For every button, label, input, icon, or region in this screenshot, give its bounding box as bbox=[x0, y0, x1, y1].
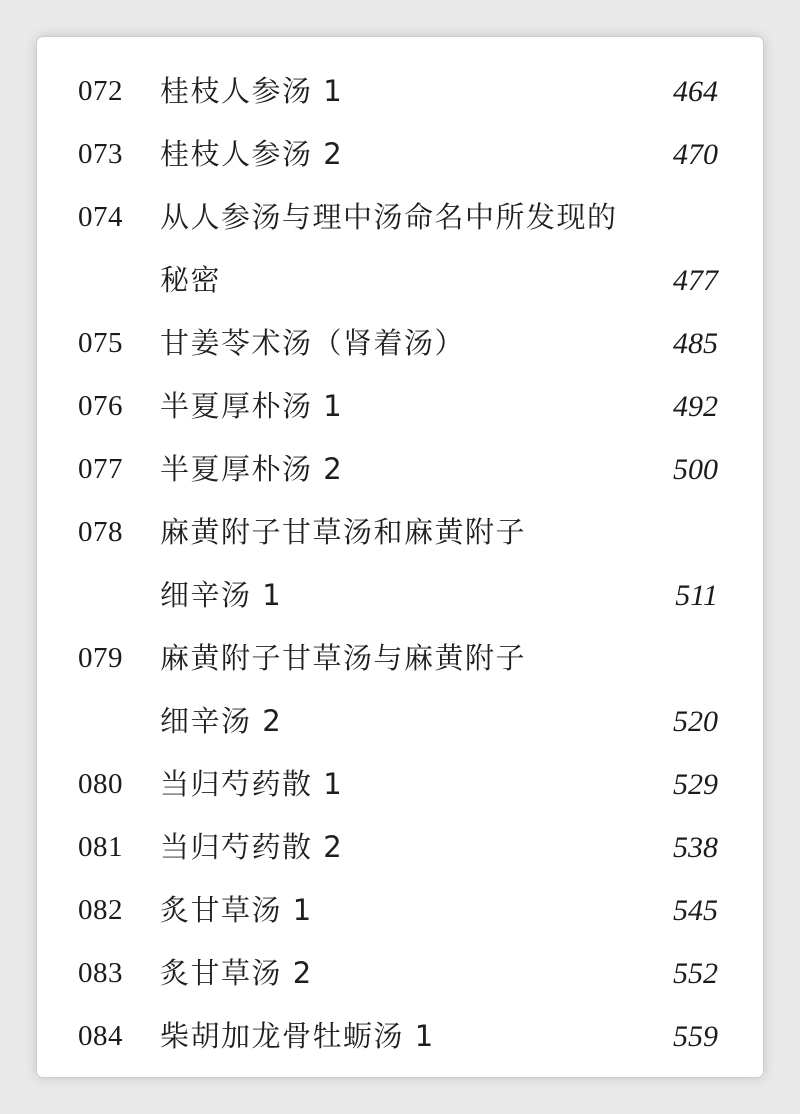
toc-line-continuation bbox=[37, 564, 763, 627]
toc-line bbox=[37, 186, 763, 249]
toc-entry-079[interactable] bbox=[37, 627, 763, 753]
toc-entry-080[interactable] bbox=[37, 753, 763, 816]
entry-title: 当归芍药散 2 bbox=[160, 830, 344, 864]
entry-page-number: 492 bbox=[673, 390, 718, 423]
toc-entry-081[interactable] bbox=[37, 816, 763, 879]
entry-page-number: 545 bbox=[673, 894, 718, 927]
entry-number: 077 bbox=[78, 453, 123, 485]
toc-entry-084[interactable] bbox=[37, 1005, 763, 1068]
entry-title: 炙甘草汤 2 bbox=[160, 956, 313, 990]
entry-number: 079 bbox=[78, 642, 123, 674]
entry-number: 081 bbox=[78, 831, 123, 863]
entry-number: 076 bbox=[78, 390, 123, 422]
entry-number: 084 bbox=[78, 1020, 123, 1052]
entry-title: 桂枝人参汤 2 bbox=[160, 137, 344, 171]
toc-line bbox=[37, 60, 763, 123]
entry-page-number: 559 bbox=[673, 1020, 718, 1053]
entry-title: 甘姜苓术汤（肾着汤） bbox=[160, 326, 466, 360]
entry-page-number: 552 bbox=[673, 957, 718, 990]
toc-page bbox=[37, 37, 763, 1077]
toc-entry-072[interactable] bbox=[37, 60, 763, 123]
entry-page-number: 511 bbox=[675, 579, 718, 612]
toc-line bbox=[37, 816, 763, 879]
entry-title-continuation: 细辛汤 2 bbox=[160, 704, 283, 738]
entry-title: 半夏厚朴汤 1 bbox=[160, 389, 344, 423]
entry-title: 半夏厚朴汤 2 bbox=[160, 452, 344, 486]
entry-title: 柴胡加龙骨牡蛎汤 1 bbox=[160, 1019, 435, 1053]
entry-page-number: 520 bbox=[673, 705, 718, 738]
toc-line-continuation bbox=[37, 690, 763, 753]
entry-title: 从人参汤与理中汤命名中所发现的 bbox=[160, 200, 618, 234]
toc-line bbox=[37, 501, 763, 564]
toc-entry-078[interactable] bbox=[37, 501, 763, 627]
toc-entry-077[interactable] bbox=[37, 438, 763, 501]
entry-number: 083 bbox=[78, 957, 123, 989]
entry-number: 075 bbox=[78, 327, 123, 359]
toc-line bbox=[37, 312, 763, 375]
entry-page-number: 485 bbox=[673, 327, 718, 360]
entry-page-number: 464 bbox=[673, 75, 718, 108]
entry-number: 072 bbox=[78, 75, 123, 107]
table-of-contents bbox=[37, 60, 763, 1068]
toc-line bbox=[37, 627, 763, 690]
toc-entry-074[interactable] bbox=[37, 186, 763, 312]
toc-entry-083[interactable] bbox=[37, 942, 763, 1005]
entry-number: 073 bbox=[78, 138, 123, 170]
entry-title: 麻黄附子甘草汤和麻黄附子 bbox=[160, 515, 527, 549]
entry-number: 082 bbox=[78, 894, 123, 926]
entry-page-number: 477 bbox=[673, 264, 718, 297]
toc-line bbox=[37, 375, 763, 438]
toc-entry-073[interactable] bbox=[37, 123, 763, 186]
entry-title-continuation: 秘密 bbox=[160, 263, 222, 297]
toc-line bbox=[37, 753, 763, 816]
entry-number: 080 bbox=[78, 768, 123, 800]
entry-page-number: 538 bbox=[673, 831, 718, 864]
toc-line bbox=[37, 1005, 763, 1068]
entry-title-continuation: 细辛汤 1 bbox=[160, 578, 283, 612]
entry-title: 当归芍药散 1 bbox=[160, 767, 344, 801]
toc-entry-082[interactable] bbox=[37, 879, 763, 942]
entry-title: 炙甘草汤 1 bbox=[160, 893, 313, 927]
toc-entry-075[interactable] bbox=[37, 312, 763, 375]
entry-title: 麻黄附子甘草汤与麻黄附子 bbox=[160, 641, 527, 675]
entry-page-number: 470 bbox=[673, 138, 718, 171]
entry-number: 078 bbox=[78, 516, 123, 548]
entry-number: 074 bbox=[78, 201, 123, 233]
toc-line-continuation bbox=[37, 249, 763, 312]
toc-line bbox=[37, 438, 763, 501]
entry-page-number: 500 bbox=[673, 453, 718, 486]
entry-page-number: 529 bbox=[673, 768, 718, 801]
toc-entry-076[interactable] bbox=[37, 375, 763, 438]
toc-line bbox=[37, 879, 763, 942]
entry-title: 桂枝人参汤 1 bbox=[160, 74, 344, 108]
toc-line bbox=[37, 123, 763, 186]
toc-line bbox=[37, 942, 763, 1005]
